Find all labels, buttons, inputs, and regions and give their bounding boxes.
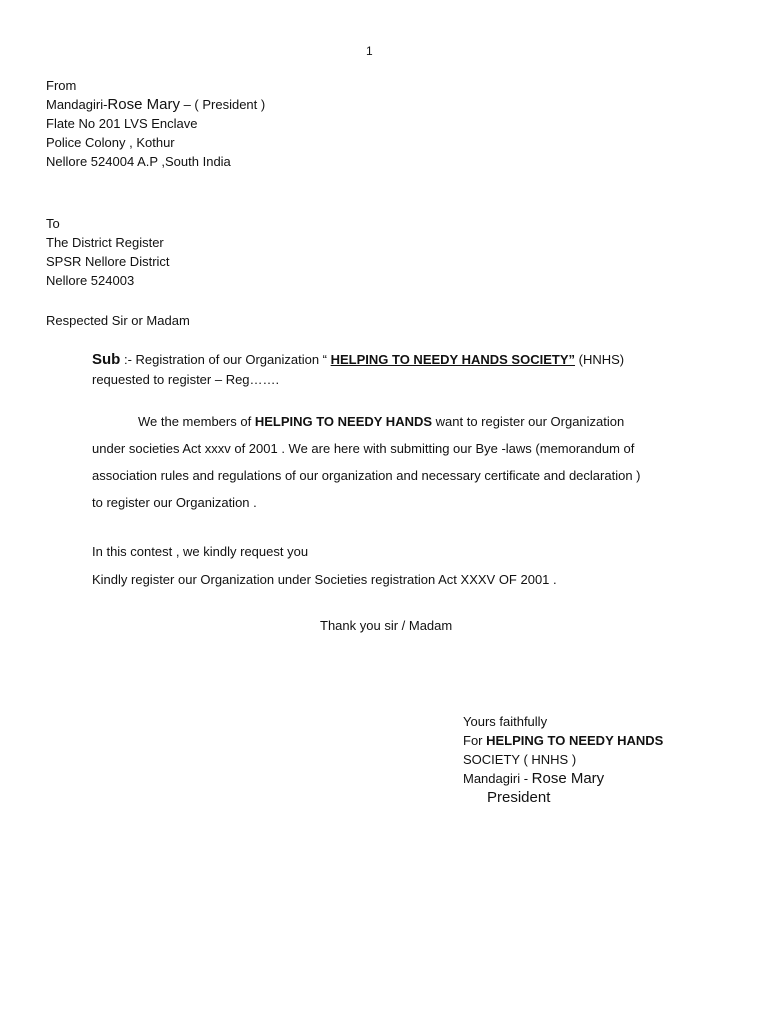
signature-name-line bbox=[463, 769, 663, 788]
salutation: Respected Sir or Madam bbox=[46, 313, 190, 328]
body-text: want to register our Organization bbox=[432, 414, 625, 429]
signature-for: For bbox=[463, 733, 487, 748]
body-line: association rules and regulations of our organization and necessary certificate and declaration ) bbox=[92, 468, 641, 483]
sender-address-line: Police Colony , Kothur bbox=[46, 135, 175, 150]
subject-label: Sub bbox=[92, 351, 121, 368]
subject-line-2: requested to register – Reg……. bbox=[92, 372, 280, 387]
signature-name: Rose Mary bbox=[531, 770, 605, 787]
recipient-line: Nellore 524003 bbox=[46, 273, 135, 288]
recipient-block bbox=[46, 214, 170, 290]
signature-closing: Yours faithfully bbox=[463, 714, 548, 729]
subject-org-name: HELPING TO NEEDY HANDS SOCIETY” bbox=[330, 352, 576, 367]
page-number: 1 bbox=[366, 44, 373, 58]
sender-address-line: Flate No 201 LVS Enclave bbox=[46, 116, 198, 131]
recipient-line: SPSR Nellore District bbox=[46, 254, 170, 269]
subject-block bbox=[92, 350, 624, 389]
signature-org-line-2: SOCIETY ( HNHS ) bbox=[463, 752, 577, 767]
signature-org-name: HELPING TO NEEDY HANDS bbox=[486, 733, 664, 748]
subject-text: :- Registration of our Organization “ bbox=[120, 352, 331, 367]
sender-name-prefix: Mandagiri- bbox=[46, 97, 108, 112]
subject-line bbox=[92, 350, 624, 370]
subject-abbrev: (HNHS) bbox=[575, 352, 625, 367]
body-line: to register our Organization . bbox=[92, 495, 257, 510]
recipient-label: To bbox=[46, 216, 60, 231]
letter-body bbox=[92, 408, 641, 516]
signature-title: President bbox=[487, 789, 551, 806]
body-text: We the members of bbox=[138, 414, 255, 429]
request-line: In this contest , we kindly request you bbox=[92, 544, 309, 559]
signature-for-line bbox=[463, 731, 663, 750]
sender-name: Rose Mary bbox=[107, 96, 180, 113]
signature-name-prefix: Mandagiri - bbox=[463, 771, 532, 786]
sender-title: – ( President ) bbox=[179, 97, 266, 112]
sender-address-line: Nellore 524004 A.P ,South India bbox=[46, 154, 231, 169]
sender-label: From bbox=[46, 78, 77, 93]
request-line: Kindly register our Organization under Societies registration Act XXXV OF 2001 . bbox=[92, 572, 557, 587]
signature-block bbox=[463, 712, 663, 807]
body-line: under societies Act xxxv of 2001 . We are here with submitting our Bye -laws (memorandum of bbox=[92, 441, 635, 456]
sender-block bbox=[46, 76, 265, 171]
closing-thanks: Thank you sir / Madam bbox=[320, 618, 453, 633]
recipient-line: The District Register bbox=[46, 235, 164, 250]
sender-name-line bbox=[46, 95, 265, 114]
body-org-name: HELPING TO NEEDY HANDS bbox=[254, 414, 433, 429]
body-line bbox=[92, 408, 641, 435]
